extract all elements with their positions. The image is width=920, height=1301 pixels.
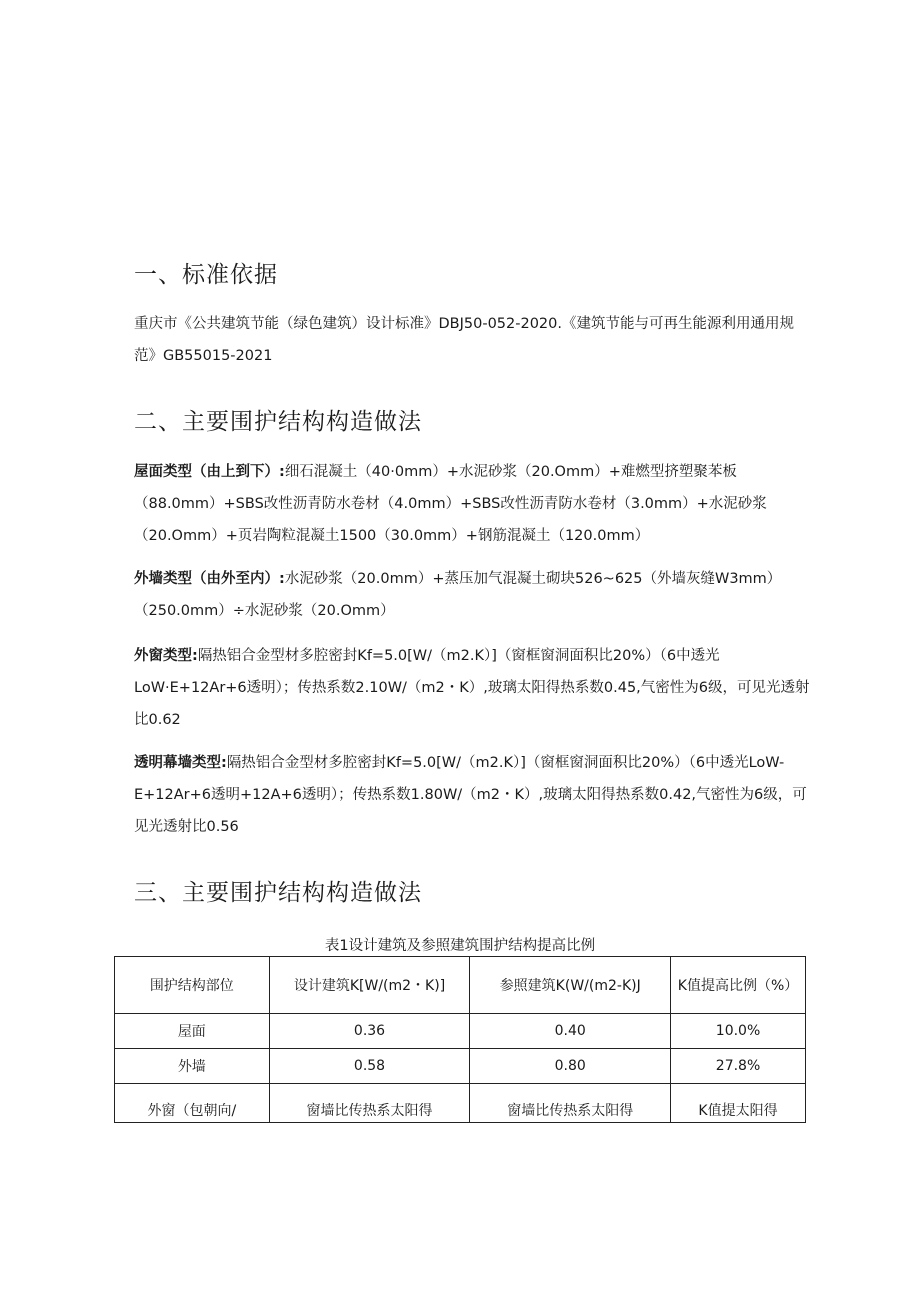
table-cell: 0.40: [470, 1014, 671, 1049]
table-cell: 0.80: [470, 1049, 671, 1084]
table-header-row: [115, 957, 806, 1014]
curtain-wall-label: 透明幕墙类型:: [134, 755, 227, 771]
table-cell: 外窗（包朝向/: [115, 1084, 270, 1123]
window-type-text: 隔热铝合金型材多腔密封Kf=5.0[W/（m2.K）]（窗框窗洞面积比20%）（6中透光LoW·E+12Ar+6透明）；传热系数2.10W/（m2・K）,玻璃太阳得热系数0.45,气密性为6级，可见光透射比0.62: [134, 648, 810, 728]
table-cell: 窗墙比传热系太阳得: [269, 1084, 470, 1123]
roof-type-paragraph: [134, 456, 810, 552]
header-cell-ratio: K值提高比例（%）: [671, 957, 806, 1014]
table-cell: 10.0%: [671, 1014, 806, 1049]
standards-paragraph: 重庆市《公共建筑节能（绿色建筑）设计标准》DBJ50-052-2020.《建筑节能与可再生能源利用通用规范》GB55015-2021: [134, 316, 794, 364]
table-cell: 0.36: [269, 1014, 470, 1049]
roof-type-text: 细石混凝土（40·0mm）+水泥砂浆（20.Omm）+难燃型挤塑聚苯板（88.0mm）+SBS改性沥青防水卷材（4.0mm）+SBS改性沥青防水卷材（3.0mm）+水泥砂浆（20.Omm）+页岩陶粒混凝土1500（30.0mm）+钢筋混凝土（120.0mm）: [134, 464, 767, 544]
window-type-label: 外窗类型:: [134, 648, 198, 664]
k-value-table: [114, 956, 806, 1123]
section1-heading: 一、标准依据: [134, 262, 278, 288]
table-row: [115, 1049, 806, 1084]
table-cell: 27.8%: [671, 1049, 806, 1084]
wall-type-paragraph: [134, 563, 810, 627]
wall-type-text: 水泥砂浆（20.0mm）+蒸压加气混凝土砌块526~625（外墙灰缝W3mm）（250.0mm）÷水泥砂浆（20.Omm）: [134, 571, 782, 619]
header-cell-reference-k: 参照建筑K(W/(m2-K)J: [470, 957, 671, 1014]
wall-type-label: 外墙类型（由外至内）:: [134, 571, 285, 587]
header-cell-part: 围护结构部位: [115, 957, 270, 1014]
curtain-wall-text: 隔热铝合金型材多腔密封Kf=5.0[W/（m2.K）]（窗框窗洞面积比20%）（6中透光LoW-E+12Ar+6透明+12A+6透明）；传热系数1.80W/（m2・K）,玻璃太阳得热系数0.42,气密性为6级，可见光透射比0.56: [134, 755, 807, 835]
header-cell-design-k: 设计建筑K[W/(m2・K)]: [269, 957, 470, 1014]
curtain-wall-paragraph: [134, 747, 810, 843]
table-cell: 屋面: [115, 1014, 270, 1049]
window-type-paragraph: [134, 640, 810, 736]
section2-heading: 二、主要围护结构构造做法: [134, 409, 422, 435]
table-cell: 窗墙比传热系太阳得: [470, 1084, 671, 1123]
table-caption: 表1设计建筑及参照建筑围护结构提高比例: [324, 938, 596, 954]
section3-heading: 三、主要围护结构构造做法: [134, 880, 422, 906]
table-row: [115, 1014, 806, 1049]
roof-type-label: 屋面类型（由上到下）:: [134, 464, 285, 480]
table-cell: 外墙: [115, 1049, 270, 1084]
table-cell: 0.58: [269, 1049, 470, 1084]
table-cell: K值提太阳得: [671, 1084, 806, 1123]
table-row: [115, 1084, 806, 1123]
